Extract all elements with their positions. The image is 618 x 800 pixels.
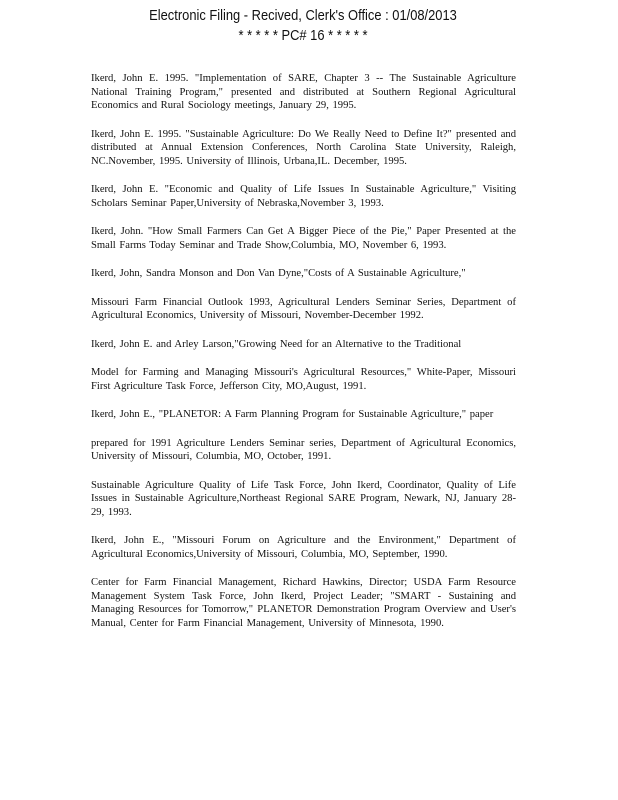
reference-list [91, 72, 516, 645]
reference-entry: prepared for 1991 Agriculture Lenders Seminar series, Department of Agricultural Economics, University of Missouri, Columbia, MO, October, 1991. [91, 437, 516, 462]
reference-entry: Ikerd, John E., "PLANETOR: A Farm Planning Program for Sustainable Agriculture," paper [91, 409, 494, 420]
reference-entry: Center for Farm Financial Management, Richard Hawkins, Director; USDA Farm Resource Management System Task Force, John Ikerd, Project Leader; "SMART - Sustaining and Managing Resources for Tomorrow," PLANETOR Demonstration Program Overview and User's Manual, Center for Farm Financial Management, University of Minnesota, 1990. [91, 577, 516, 629]
reference-entry: Model for Farming and Managing Missouri's Agricultural Resources," White-Paper, Missouri First Agriculture Task Force, Jefferson City, MO,August, 1991. [91, 367, 516, 392]
reference-entry: Ikerd, John E. 1995. "Sustainable Agriculture: Do We Really Need to Define It?" presented and distributed at Annual Extension Conferences, North Carolina State University, Raleigh, NC.November, 1995. University of Illinois, Urbana,IL. December, 1995. [91, 128, 516, 167]
reference-entry: Sustainable Agriculture Quality of Life Task Force, John Ikerd, Coordinator, Quality of Life Issues in Sustainable Agriculture,Northeast Regional SARE Program, Newark, NJ, January 28-29, 1993. [91, 479, 516, 518]
filing-stamp-title: Electronic Filing - Recived, Clerk's Office : 01/08/2013 [149, 7, 457, 24]
reference-entry: Ikerd, John E. and Arley Larson,"Growing Need for an Alternative to the Traditional [91, 338, 462, 350]
reference-entry: Ikerd, John E. 1995. "Implementation of SARE, Chapter 3 -- The Sustainable Agriculture National Training Program," presented and distributed at Southern Regional Agricultural Economics and Rural Sociology meetings, January 29, 1995. [91, 73, 516, 111]
filing-header [0, 6, 618, 46]
reference-entry: Ikerd, John. "How Small Farmers Can Get A Bigger Piece of the Pie," Paper Presented at the Small Farms Today Seminar and Trade Show,Columbia, MO, November 6, 1993. [91, 226, 516, 251]
filing-stamp-pc-number: * * * * * PC# 16 * * * * * [238, 27, 368, 44]
reference-entry: Missouri Farm Financial Outlook 1993, Agricultural Lenders Seminar Series, Department of Agricultural Economics, University of Missouri, November-December 1992. [91, 296, 516, 321]
reference-entry: Ikerd, John E. "Economic and Quality of Life Issues In Sustainable Agriculture," Visiting Scholars Seminar Paper,University of Nebraska,November 3, 1993. [91, 184, 516, 209]
reference-entry: Ikerd, John, Sandra Monson and Don Van Dyne,"Costs of A Sustainable Agriculture," [91, 268, 466, 279]
reference-entry: Ikerd, John E., "Missouri Forum on Agriculture and the Environment," Department of Agricultural Economics,University of Missouri, Columbia, MO, September, 1990. [91, 535, 516, 560]
